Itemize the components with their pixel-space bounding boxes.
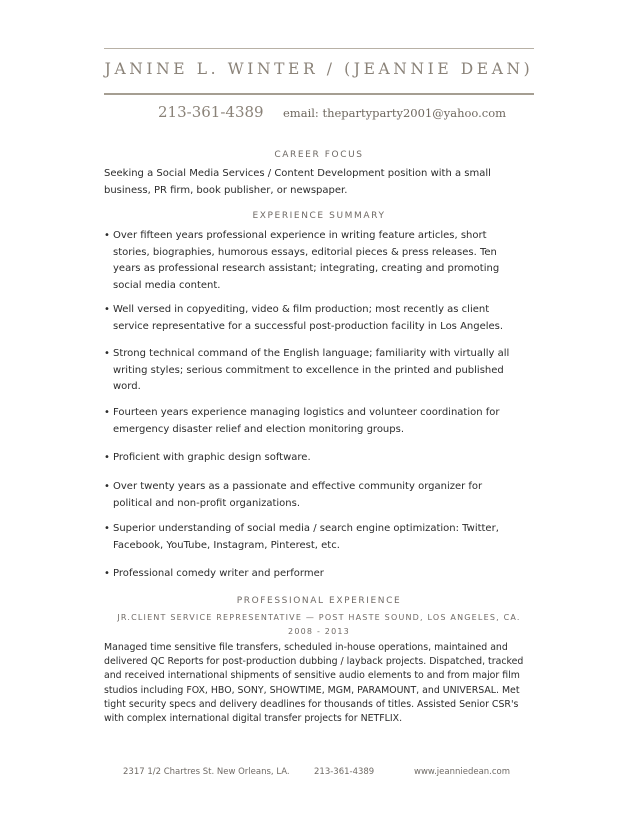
bullet-marker: • [104, 407, 110, 418]
job-description: Managed time sensitive file transfers, scheduled in-house operations, maintained and delivered QC Reports for post-production dubbing / layback projects. Dispatched, tracked and received international shipments of sensitive audio elements to and from major film studios including FOX, HBO, SONY, SHOWTIME, MGM, PARAMOUNT, and UNIVERSAL. Met tight security specs and delivery deadlines for thousands of titles. Assisted Senior CSR's with complex international digital transfer projects for NETFLIX. [104, 642, 524, 725]
career-focus-heading: CAREER FOCUS [274, 150, 364, 160]
footer-phone: 213-361-4389 [314, 767, 375, 777]
summary-bullet-text: Professional comedy writer and performer [113, 568, 324, 579]
summary-bullet-text: Fourteen years experience managing logistics and volunteer coordination for emergency disaster relief and election monitoring groups. [113, 407, 500, 435]
bullet-marker: • [104, 230, 110, 241]
summary-bullet-7 [104, 521, 524, 554]
header-email: email: thepartyparty2001@yahoo.com [283, 106, 507, 120]
summary-bullet-1 [104, 228, 524, 294]
professional-experience-heading: PROFESSIONAL EXPERIENCE [236, 596, 402, 606]
summary-bullet-4 [104, 405, 524, 438]
summary-bullet-2 [104, 302, 524, 335]
header-phone: 213-361-4389 [158, 103, 264, 121]
top-rule [104, 48, 534, 49]
summary-bullet-text: Strong technical command of the English language; familiarity with virtually all writing styles; serious commitment to excellence in the printed and published word. [113, 348, 510, 392]
career-focus-text: Seeking a Social Media Services / Content Development position with a small business, PR firm, book publisher, or newspaper. [104, 168, 491, 196]
experience-summary-heading: EXPERIENCE SUMMARY [252, 211, 386, 221]
summary-bullet-text: Well versed in copyediting, video & film production; most recently as client service representative for a successful post-production facility in Los Angeles. [113, 304, 504, 332]
summary-bullet-8 [104, 566, 524, 583]
bullet-marker: • [104, 304, 110, 315]
footer-website[interactable]: www.jeanniedean.com [414, 767, 511, 777]
candidate-name: JANINE L. WINTER / (JEANNIE DEAN) [104, 60, 534, 78]
summary-bullet-5 [104, 450, 524, 467]
summary-bullet-text: Over fifteen years professional experience in writing feature articles, short stories, biographies, humorous essays, editorial pieces & press releases. Ten years as professional research assistant; integrating, creating and promoting social media content. [113, 230, 500, 291]
bullet-marker: • [104, 523, 110, 534]
bullet-marker: • [104, 452, 110, 463]
job-dates: 2008 - 2013 [288, 627, 350, 636]
bullet-marker: • [104, 568, 110, 579]
job-title: JR.CLIENT SERVICE REPRESENTATIVE — POST HASTE SOUND, LOS ANGELES, CA. [117, 613, 521, 622]
summary-bullet-6 [104, 479, 524, 512]
summary-bullet-text: Over twenty years as a passionate and effective community organizer for political and non-profit organizations. [113, 481, 483, 509]
bullet-marker: • [104, 348, 110, 359]
bullet-marker: • [104, 481, 110, 492]
bottom-rule [104, 93, 534, 95]
footer-address: 2317 1/2 Chartres St. New Orleans, LA. [123, 767, 290, 777]
summary-bullet-text: Proficient with graphic design software. [113, 452, 311, 463]
summary-bullet-3 [104, 346, 524, 396]
summary-bullet-text: Superior understanding of social media / search engine optimization: Twitter, Facebook, YouTube, Instagram, Pinterest, etc. [113, 523, 499, 551]
